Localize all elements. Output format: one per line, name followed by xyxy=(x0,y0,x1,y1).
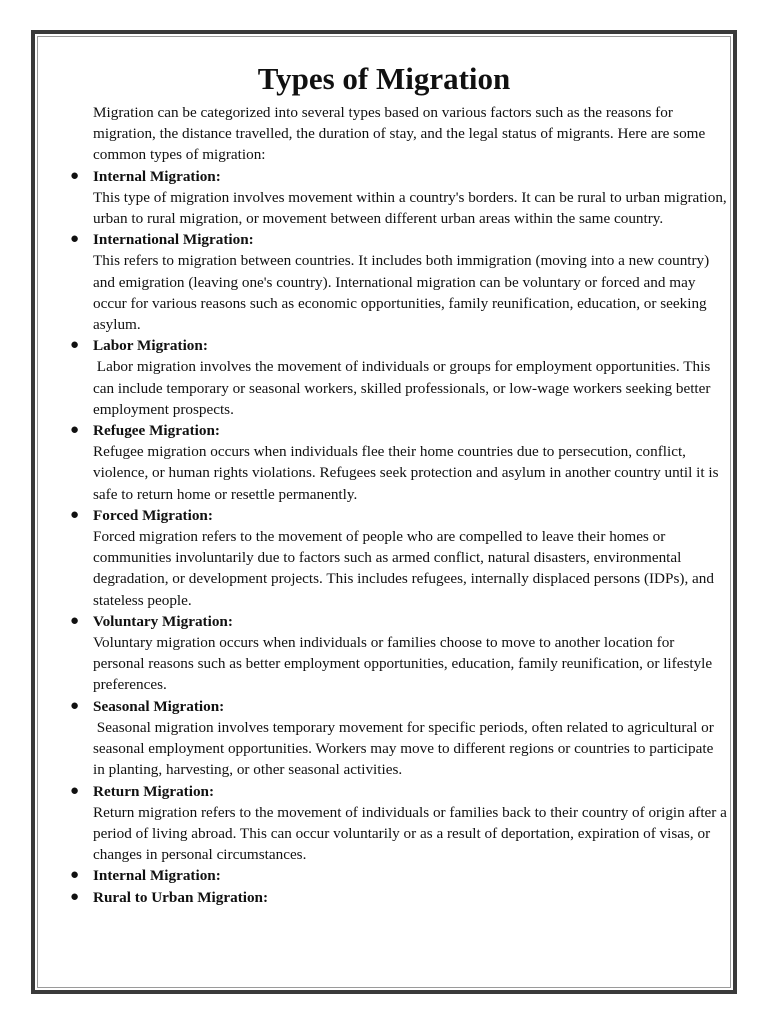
item-heading: Rural to Urban Migration: xyxy=(93,888,269,906)
item-heading: Labor Migration: xyxy=(93,337,208,355)
list-item-labor-migration xyxy=(70,335,727,420)
item-heading: Return Migration: xyxy=(93,782,215,800)
list-item-rural-to-urban-migration xyxy=(70,887,727,908)
bullet-icon: ● xyxy=(70,782,80,799)
bullet-icon: ● xyxy=(70,612,80,629)
item-description: This refers to migration between countries. It includes both immigration (moving into a new country) and emigration (leaving one's country). International migration can be voluntary or forced and may occur for various reasons such as economic opportunities, family reunification, education, or seeking asylum. xyxy=(93,252,714,334)
item-heading: Internal Migration: xyxy=(93,867,221,885)
bullet-icon: ● xyxy=(70,697,80,714)
intro-paragraph: Migration can be categorized into several types based on various factors such as the reasons for migration, the distance travelled, the duration of stay, and the legal status of migrants. Here are some common types of migration: xyxy=(93,104,706,164)
item-description: This type of migration involves movement within a country's borders. It can be rural to urban migration, urban to rural migration, or movement between different urban areas within the same country. xyxy=(93,188,731,228)
list-item-seasonal-migration xyxy=(70,696,727,781)
bullet-icon: ● xyxy=(70,422,80,439)
list-item-refugee-migration xyxy=(70,420,727,505)
item-description: Voluntary migration occurs when individuals or families choose to move to another location for personal reasons such as better employment opportunities, education, family reunification, or lifestyle preferences. xyxy=(93,634,716,694)
list-item-internal-migration-2 xyxy=(70,865,727,886)
bullet-icon: ● xyxy=(70,888,80,905)
item-heading: International Migration: xyxy=(93,231,254,249)
item-heading: Voluntary Migration: xyxy=(93,612,233,630)
list-item-forced-migration xyxy=(70,505,727,611)
document-body xyxy=(70,102,731,908)
page-frame xyxy=(31,30,737,994)
page-title: Types of Migration xyxy=(257,61,511,96)
item-heading: Forced Migration: xyxy=(93,506,213,524)
item-description: Labor migration involves the movement of individuals or groups for employment opportunities. This can include temporary or seasonal workers, skilled professionals, or low-wage workers seeking better employment prospects. xyxy=(93,358,715,418)
bullet-icon: ● xyxy=(70,506,80,523)
item-heading: Seasonal Migration: xyxy=(93,697,225,715)
bullet-icon: ● xyxy=(70,231,80,248)
list-item-return-migration xyxy=(70,781,731,866)
bullet-icon: ● xyxy=(70,167,80,184)
list-item-voluntary-migration xyxy=(70,611,727,696)
migration-types-list xyxy=(70,166,731,908)
item-description: Forced migration refers to the movement of people who are compelled to leave their homes or communities involuntarily due to factors such as armed conflict, natural disasters, environmental degradation, or development projects. This includes refugees, internally displaced persons (IDPs), and stateless people. xyxy=(93,528,718,609)
bullet-icon: ● xyxy=(70,337,80,354)
item-description: Refugee migration occurs when individuals flee their home countries due to persecution, conflict, violence, or human rights violations. Refugees seek protection and asylum in another country until it is safe to return home or resettle permanently. xyxy=(93,443,723,503)
bullet-icon: ● xyxy=(70,867,80,884)
list-item-international-migration xyxy=(70,229,727,335)
item-description: Return migration refers to the movement of individuals or families back to their country of origin after a period of living abroad. This can occur voluntarily or as a result of deportation, expiration of visas, or changes in personal circumstances. xyxy=(93,803,731,864)
item-heading: Internal Migration: xyxy=(93,167,221,185)
list-item-internal-migration xyxy=(70,166,731,230)
item-description: Seasonal migration involves temporary movement for specific periods, often related to agricultural or seasonal employment opportunities. Workers may move to different regions or countries to participate in planting, harvesting, or other seasonal activities. xyxy=(93,718,718,779)
item-heading: Refugee Migration: xyxy=(93,422,220,440)
